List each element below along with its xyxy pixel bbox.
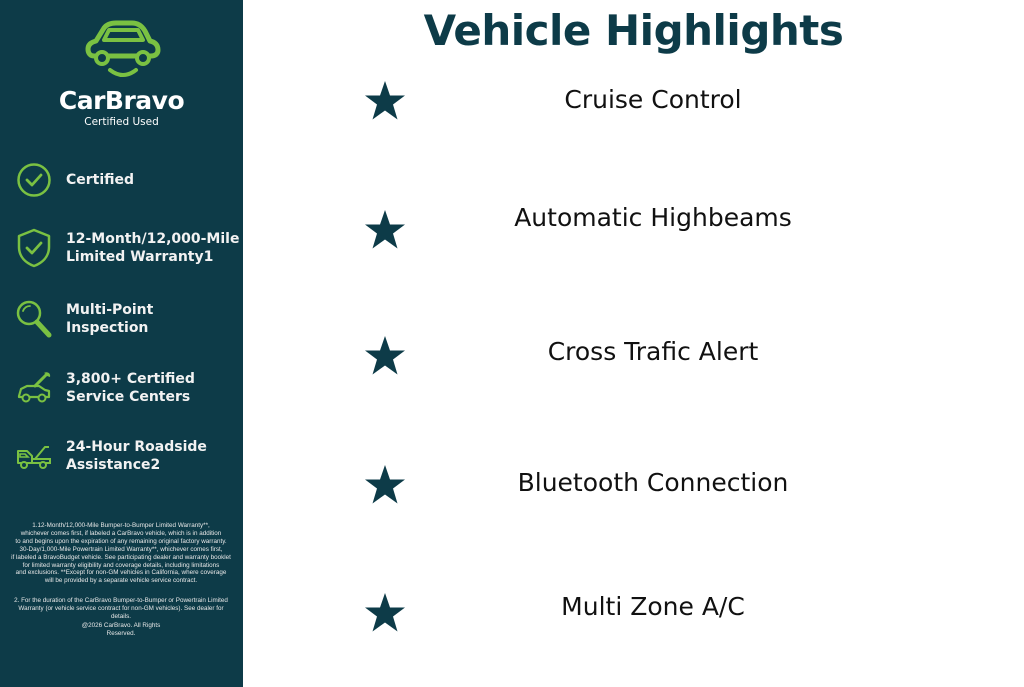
brand-tagline: Certified Used (84, 116, 159, 128)
feature-label: 3,800+ Certified Service Centers (66, 371, 195, 405)
feature-label: 12-Month/12,000-Mile Limited Warranty1 (66, 231, 240, 265)
brand-logo (0, 18, 243, 128)
highlight-item (243, 463, 1024, 513)
feature-certified (14, 160, 134, 200)
feature-roadside (14, 436, 207, 476)
page-title: Vehicle Highlights (423, 6, 844, 55)
star-icon (363, 463, 407, 507)
star-icon (363, 334, 407, 378)
feature-label: 24-Hour Roadside Assistance2 (66, 439, 207, 473)
highlight-item (243, 205, 1024, 255)
copyright: @2026 CarBravo. All Rights Reserved. (81, 622, 161, 637)
shield-check-icon (14, 228, 54, 268)
car-smile-icon (80, 18, 164, 82)
brand-panel (0, 0, 243, 687)
highlight-label: Cruise Control (564, 85, 742, 114)
feature-warranty (14, 228, 239, 268)
wrench-car-icon (14, 368, 54, 408)
feature-label: Certified (66, 172, 135, 188)
legal-note-roadside: 2. For the duration of the CarBravo Bumper-to-Bumper or Powertrain Limited Warranty (or vehicle service contract for non-GM vehicles). See dealer for details. (14, 597, 228, 620)
brand-name: CarBravo (58, 86, 185, 115)
highlight-label: Multi Zone A/C (561, 592, 745, 621)
star-icon (363, 208, 407, 252)
feature-service-centers (14, 368, 195, 408)
feature-inspection (14, 299, 153, 339)
feature-label: Multi-Point Inspection (66, 302, 154, 336)
highlight-item (243, 591, 1024, 641)
star-icon (363, 591, 407, 635)
highlight-item (243, 334, 1024, 384)
magnifier-icon (14, 299, 54, 339)
star-icon (363, 79, 407, 123)
check-circle-icon (14, 160, 54, 200)
highlight-label: Automatic Highbeams (514, 203, 792, 232)
legal-note-warranty: 1.12-Month/12,000-Mile Bumper-to-Bumper Limited Warranty**, whichever comes first, if labeled a CarBravo vehicle, which is in addition to and begins upon the expiration of any remaining original factory warranty. 30-Day/1,000-Mile Powertrain Limited Warranty**, whichever comes first, if labeled a BravoBudget vehicle. See participating dealer and warranty booklet for limited warranty eligibility and coverage details, including limitations and exclusions. **Except for non-GM vehicles in California, where coverage will be provided by a separate vehicle service contract. (11, 522, 231, 585)
highlight-label: Bluetooth Connection (517, 468, 789, 497)
tow-truck-icon (14, 436, 54, 476)
highlight-item (243, 79, 1024, 129)
highlight-label: Cross Trafic Alert (547, 337, 759, 366)
